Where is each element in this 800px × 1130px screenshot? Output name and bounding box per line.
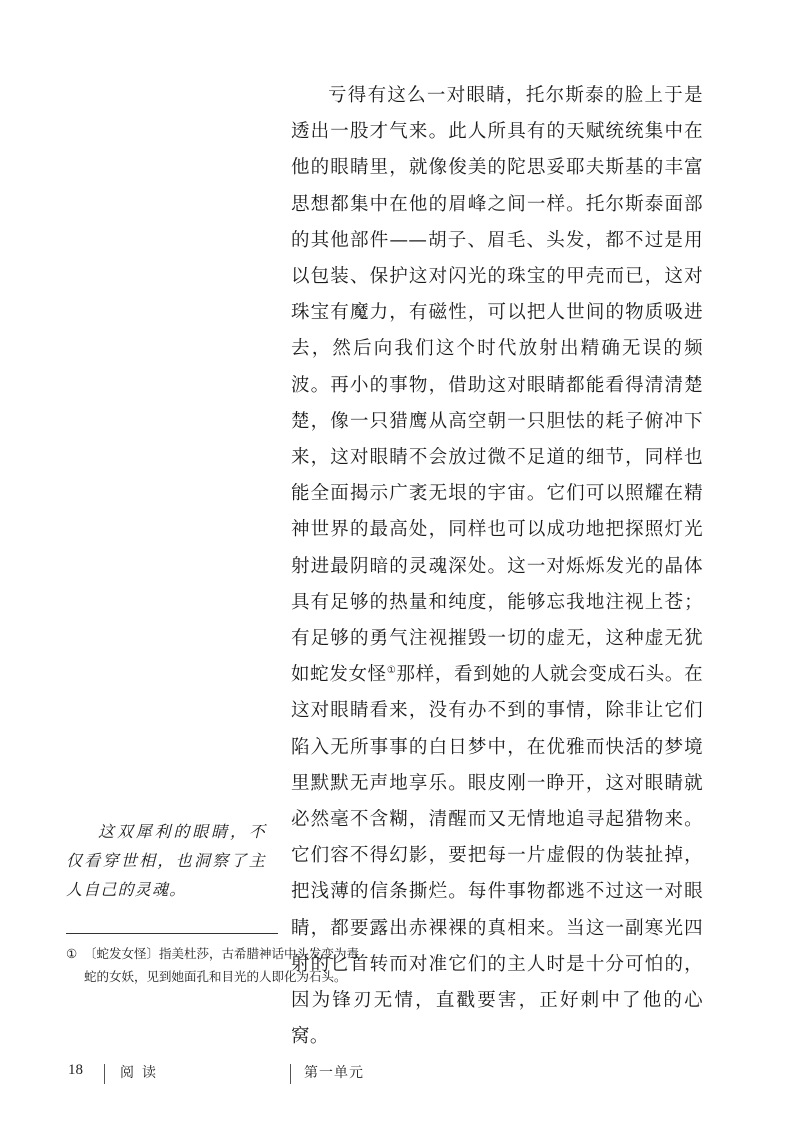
margin-annotation-text: 这双犀利的眼睛，不仅看穿世相，也洞察了主人自己的灵魂。 bbox=[66, 822, 266, 899]
unit-label: 第一单元 bbox=[304, 1064, 364, 1080]
footnote-marker: ① bbox=[66, 947, 78, 961]
footnote bbox=[66, 943, 366, 989]
main-text bbox=[291, 78, 703, 1055]
page-footer bbox=[0, 1062, 800, 1090]
footer-divider bbox=[104, 1064, 105, 1084]
footnote-text: 〔蛇发女怪〕指美杜莎，古希腊神话中头发变为毒蛇的女妖，见到她面孔和目光的人即化为石头。 bbox=[84, 947, 360, 984]
paragraph-part-2: 那样，看到她的人就会变成石头。在这对眼睛看来，没有办不到的事情，除非让它们陷入无所事事的白日梦中，在优雅而快活的梦境里默默无声地享乐。眼皮刚一睁开，这对眼睛就必然毫不含糊，清醒而又无情地追寻起猎物来。它们容不得幻影，要把每一片虚假的伪装扯掉，把浅薄的信条撕烂。每件事物都逃不过这一对眼睛，都要露出赤裸裸的真相来。当这一副寒光四射的匕首转而对准它们的主人时是十分可怕的，因为锋刃无情，直戳要害，正好刺中了他的心窝。 bbox=[291, 664, 703, 1048]
body-paragraph bbox=[291, 78, 703, 1055]
section-label: 阅读 bbox=[120, 1064, 164, 1080]
page-number: 18 bbox=[68, 1062, 83, 1078]
margin-annotation bbox=[66, 817, 266, 904]
footnote-divider bbox=[66, 933, 278, 934]
footnote-reference[interactable]: ① bbox=[386, 665, 397, 677]
paragraph-part-1: 亏得有这么一对眼睛，托尔斯泰的脸上于是透出一股才气来。此人所具有的天赋统统集中在他的眼睛里，就像俊美的陀思妥耶夫斯基的丰富思想都集中在他的眉峰之间一样。托尔斯泰面部的其他部件——胡子、眉毛、头发，都不过是用以包装、保护这对闪光的珠宝的甲壳而已，这对珠宝有魔力，有磁性，可以把人世间的物质吸进去，然后向我们这个时代放射出精确无误的频波。再小的事物，借助这对眼睛都能看得清清楚楚，像一只猎鹰从高空朝一只胆怯的耗子俯冲下来，这对眼睛不会放过微不足道的细节，同样也能全面揭示广袤无垠的宇宙。它们可以照耀在精神世界的最高处，同样也可以成功地把探照灯光射进最阴暗的灵魂深处。这一对烁烁发光的晶体具有足够的热量和纯度，能够忘我地注视上苍；有足够的勇气注视摧毁一切的虚无，这种虚无犹如蛇发女怪 bbox=[291, 85, 703, 686]
footer-divider bbox=[290, 1064, 291, 1084]
